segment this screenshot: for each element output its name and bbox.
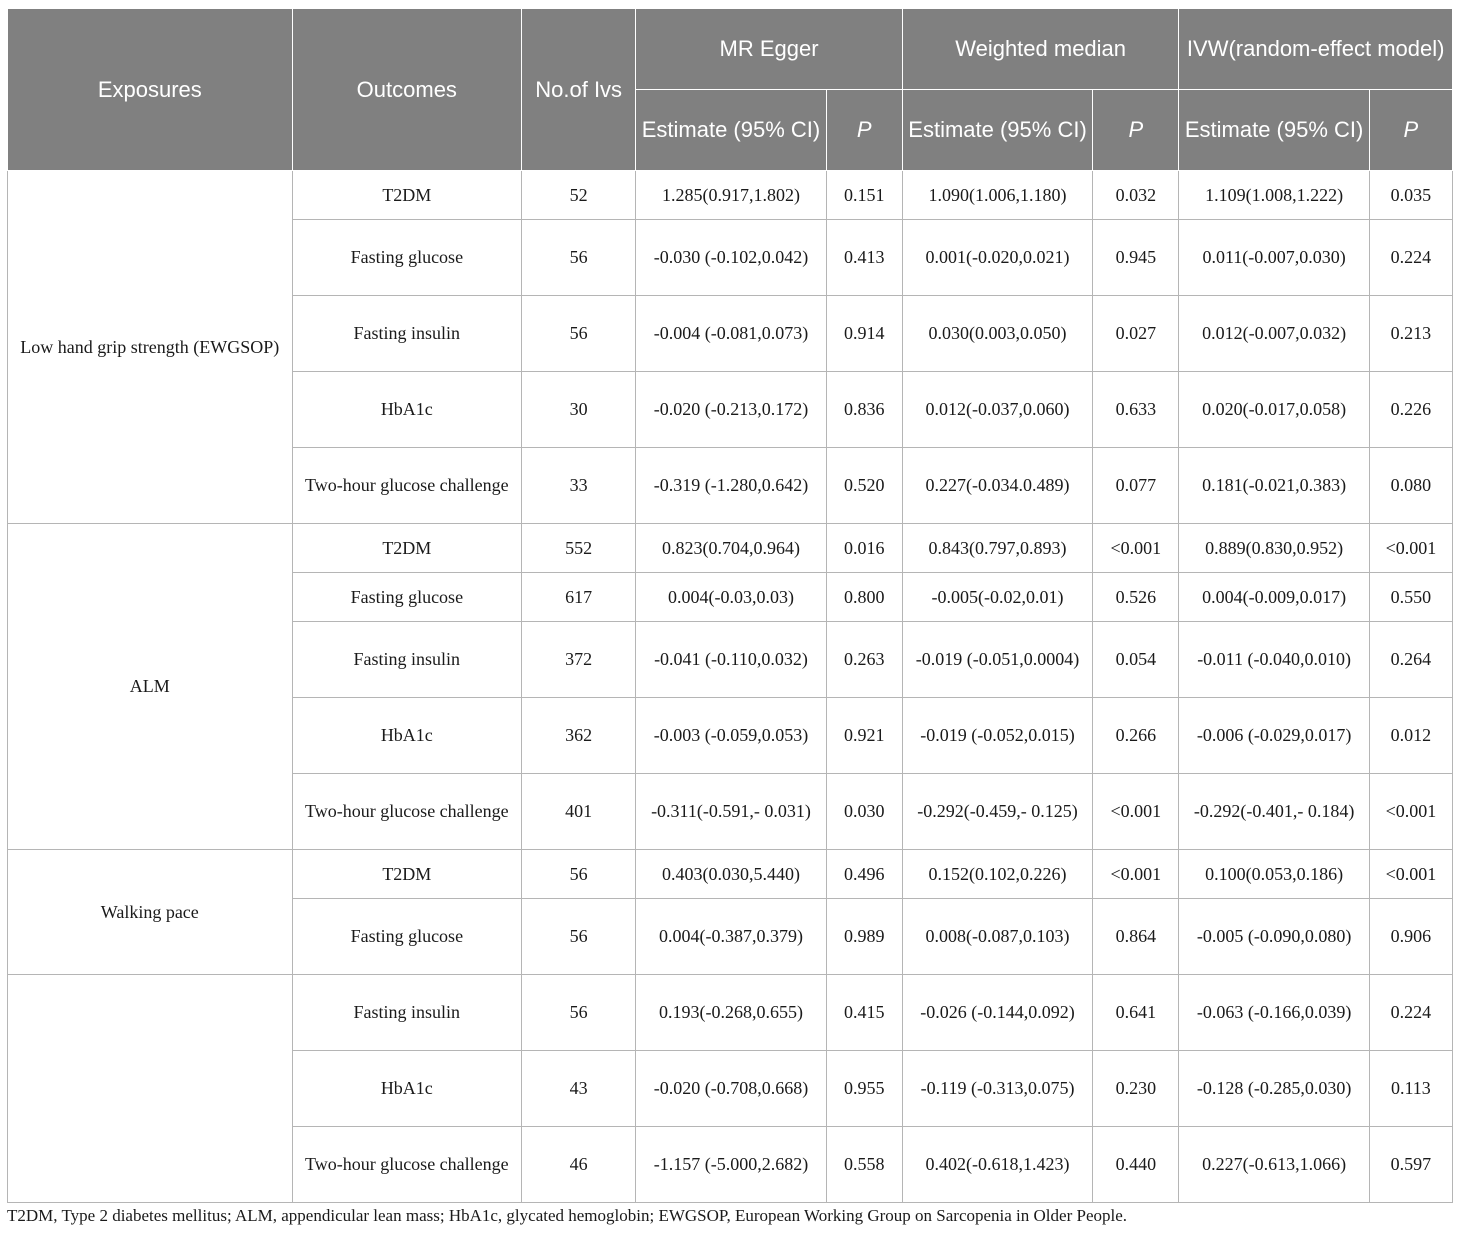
ivs-cell: 52 xyxy=(522,171,636,220)
ivw-estimate-cell: 0.100(0.053,0.186) xyxy=(1179,850,1369,899)
egger-estimate-cell: 0.193(-0.268,0.655) xyxy=(636,975,826,1051)
wm-p-cell: 0.945 xyxy=(1093,220,1179,296)
wm-p-cell: 0.266 xyxy=(1093,698,1179,774)
ivs-cell: 30 xyxy=(522,372,636,448)
outcome-cell: Two-hour glucose challenge xyxy=(292,1127,521,1203)
egger-estimate-cell: -0.030 (-0.102,0.042) xyxy=(636,220,826,296)
outcome-cell: Fasting glucose xyxy=(292,220,521,296)
ivw-estimate-cell: 0.011(-0.007,0.030) xyxy=(1179,220,1369,296)
wm-estimate-cell: 1.090(1.006,1.180) xyxy=(902,171,1092,220)
outcome-cell: Fasting glucose xyxy=(292,899,521,975)
ivw-p-cell: 0.213 xyxy=(1369,296,1452,372)
exposure-cell xyxy=(8,975,293,1203)
ivs-cell: 401 xyxy=(522,774,636,850)
ivw-p-cell: 0.080 xyxy=(1369,448,1452,524)
wm-estimate-cell: 0.030(0.003,0.050) xyxy=(902,296,1092,372)
outcome-cell: HbA1c xyxy=(292,698,521,774)
outcome-cell: Fasting insulin xyxy=(292,296,521,372)
ivw-estimate-cell: 0.889(0.830,0.952) xyxy=(1179,524,1369,573)
header-mr-egger: MR Egger xyxy=(636,9,903,90)
ivw-p-cell: <0.001 xyxy=(1369,850,1452,899)
wm-estimate-cell: -0.005(-0.02,0.01) xyxy=(902,573,1092,622)
ivs-cell: 33 xyxy=(522,448,636,524)
wm-p-cell: 0.077 xyxy=(1093,448,1179,524)
egger-p-cell: 0.016 xyxy=(826,524,902,573)
egger-estimate-cell: 0.403(0.030,5.440) xyxy=(636,850,826,899)
ivw-estimate-cell: 0.181(-0.021,0.383) xyxy=(1179,448,1369,524)
wm-estimate-cell: -0.019 (-0.052,0.015) xyxy=(902,698,1092,774)
wm-estimate-cell: 0.152(0.102,0.226) xyxy=(902,850,1092,899)
egger-p-cell: 0.989 xyxy=(826,899,902,975)
egger-estimate-cell: -0.020 (-0.708,0.668) xyxy=(636,1051,826,1127)
ivw-p-cell: 0.224 xyxy=(1369,975,1452,1051)
ivw-estimate-cell: -0.011 (-0.040,0.010) xyxy=(1179,622,1369,698)
wm-p-cell: <0.001 xyxy=(1093,774,1179,850)
wm-estimate-cell: 0.012(-0.037,0.060) xyxy=(902,372,1092,448)
ivw-estimate-cell: 0.004(-0.009,0.017) xyxy=(1179,573,1369,622)
ivs-cell: 56 xyxy=(522,850,636,899)
egger-estimate-cell: 0.004(-0.387,0.379) xyxy=(636,899,826,975)
wm-estimate-cell: -0.026 (-0.144,0.092) xyxy=(902,975,1092,1051)
wm-p-cell: 0.230 xyxy=(1093,1051,1179,1127)
outcome-cell: Two-hour glucose challenge xyxy=(292,774,521,850)
egger-estimate-cell: -0.003 (-0.059,0.053) xyxy=(636,698,826,774)
wm-p-cell: 0.641 xyxy=(1093,975,1179,1051)
header-exposures: Exposures xyxy=(8,9,293,171)
ivs-cell: 43 xyxy=(522,1051,636,1127)
ivw-p-cell: 0.597 xyxy=(1369,1127,1452,1203)
egger-p-cell: 0.413 xyxy=(826,220,902,296)
wm-p-cell: 0.633 xyxy=(1093,372,1179,448)
header-no-ivs: No.of Ivs xyxy=(522,9,636,171)
egger-estimate-cell: 1.285(0.917,1.802) xyxy=(636,171,826,220)
ivs-cell: 56 xyxy=(522,975,636,1051)
table-body xyxy=(8,171,1453,1203)
egger-p-cell: 0.914 xyxy=(826,296,902,372)
egger-p-cell: 0.836 xyxy=(826,372,902,448)
ivw-p-cell: 0.113 xyxy=(1369,1051,1452,1127)
exposure-cell: Low hand grip strength (EWGSOP) xyxy=(8,171,293,524)
wm-estimate-cell: 0.001(-0.020,0.021) xyxy=(902,220,1092,296)
ivw-p-cell: <0.001 xyxy=(1369,774,1452,850)
wm-estimate-cell: 0.008(-0.087,0.103) xyxy=(902,899,1092,975)
header-wm-estimate: Estimate (95% CI) xyxy=(902,90,1092,171)
wm-estimate-cell: 0.402(-0.618,1.423) xyxy=(902,1127,1092,1203)
ivw-estimate-cell: -0.006 (-0.029,0.017) xyxy=(1179,698,1369,774)
wm-estimate-cell: 0.227(-0.034.0.489) xyxy=(902,448,1092,524)
header-ivw: IVW(random-effect model) xyxy=(1179,9,1453,90)
wm-estimate-cell: -0.292(-0.459,- 0.125) xyxy=(902,774,1092,850)
ivs-cell: 617 xyxy=(522,573,636,622)
egger-p-cell: 0.263 xyxy=(826,622,902,698)
header-ivw-p: P xyxy=(1369,90,1452,171)
ivw-p-cell: 0.264 xyxy=(1369,622,1452,698)
table-row xyxy=(8,171,1453,220)
table-row xyxy=(8,850,1453,899)
ivw-estimate-cell: 0.020(-0.017,0.058) xyxy=(1179,372,1369,448)
wm-p-cell: 0.027 xyxy=(1093,296,1179,372)
ivs-cell: 56 xyxy=(522,899,636,975)
header-wm-p: P xyxy=(1093,90,1179,171)
outcome-cell: Fasting glucose xyxy=(292,573,521,622)
ivs-cell: 372 xyxy=(522,622,636,698)
ivw-p-cell: 0.224 xyxy=(1369,220,1452,296)
egger-p-cell: 0.921 xyxy=(826,698,902,774)
egger-p-cell: 0.520 xyxy=(826,448,902,524)
ivs-cell: 362 xyxy=(522,698,636,774)
table-footnote: T2DM, Type 2 diabetes mellitus; ALM, appendicular lean mass; HbA1c, glycated hemoglobin; EWGSOP, European Working Group on Sarcopenia in Older People. xyxy=(7,1206,1128,1225)
egger-p-cell: 0.800 xyxy=(826,573,902,622)
ivw-estimate-cell: -0.128 (-0.285,0.030) xyxy=(1179,1051,1369,1127)
ivw-estimate-cell: 1.109(1.008,1.222) xyxy=(1179,171,1369,220)
exposure-cell: ALM xyxy=(8,524,293,850)
ivw-p-cell: 0.226 xyxy=(1369,372,1452,448)
outcome-cell: HbA1c xyxy=(292,372,521,448)
ivw-p-cell: 0.012 xyxy=(1369,698,1452,774)
ivw-estimate-cell: 0.227(-0.613,1.066) xyxy=(1179,1127,1369,1203)
wm-p-cell: <0.001 xyxy=(1093,850,1179,899)
egger-estimate-cell: -0.020 (-0.213,0.172) xyxy=(636,372,826,448)
wm-p-cell: <0.001 xyxy=(1093,524,1179,573)
outcome-cell: Fasting insulin xyxy=(292,622,521,698)
egger-estimate-cell: 0.823(0.704,0.964) xyxy=(636,524,826,573)
egger-p-cell: 0.030 xyxy=(826,774,902,850)
results-table xyxy=(7,8,1453,1203)
ivs-cell: 46 xyxy=(522,1127,636,1203)
exposure-cell: Walking pace xyxy=(8,850,293,975)
wm-estimate-cell: -0.119 (-0.313,0.075) xyxy=(902,1051,1092,1127)
table-row xyxy=(8,975,1453,1051)
outcome-cell: T2DM xyxy=(292,524,521,573)
outcome-cell: Fasting insulin xyxy=(292,975,521,1051)
egger-p-cell: 0.955 xyxy=(826,1051,902,1127)
wm-p-cell: 0.440 xyxy=(1093,1127,1179,1203)
header-outcomes: Outcomes xyxy=(292,9,521,171)
egger-p-cell: 0.496 xyxy=(826,850,902,899)
wm-p-cell: 0.054 xyxy=(1093,622,1179,698)
header-ivw-estimate: Estimate (95% CI) xyxy=(1179,90,1369,171)
egger-estimate-cell: -0.004 (-0.081,0.073) xyxy=(636,296,826,372)
wm-p-cell: 0.032 xyxy=(1093,171,1179,220)
ivw-estimate-cell: -0.005 (-0.090,0.080) xyxy=(1179,899,1369,975)
egger-estimate-cell: -1.157 (-5.000,2.682) xyxy=(636,1127,826,1203)
egger-p-cell: 0.558 xyxy=(826,1127,902,1203)
outcome-cell: T2DM xyxy=(292,850,521,899)
egger-estimate-cell: -0.311(-0.591,- 0.031) xyxy=(636,774,826,850)
ivs-cell: 552 xyxy=(522,524,636,573)
ivw-p-cell: 0.035 xyxy=(1369,171,1452,220)
egger-estimate-cell: -0.319 (-1.280,0.642) xyxy=(636,448,826,524)
egger-estimate-cell: 0.004(-0.03,0.03) xyxy=(636,573,826,622)
outcome-cell: T2DM xyxy=(292,171,521,220)
outcome-cell: Two-hour glucose challenge xyxy=(292,448,521,524)
header-egger-p: P xyxy=(826,90,902,171)
ivw-estimate-cell: -0.292(-0.401,- 0.184) xyxy=(1179,774,1369,850)
outcome-cell: HbA1c xyxy=(292,1051,521,1127)
egger-p-cell: 0.415 xyxy=(826,975,902,1051)
ivs-cell: 56 xyxy=(522,296,636,372)
egger-p-cell: 0.151 xyxy=(826,171,902,220)
wm-estimate-cell: -0.019 (-0.051,0.0004) xyxy=(902,622,1092,698)
ivs-cell: 56 xyxy=(522,220,636,296)
wm-p-cell: 0.526 xyxy=(1093,573,1179,622)
header-weighted-median: Weighted median xyxy=(902,9,1179,90)
ivw-estimate-cell: 0.012(-0.007,0.032) xyxy=(1179,296,1369,372)
wm-estimate-cell: 0.843(0.797,0.893) xyxy=(902,524,1092,573)
wm-p-cell: 0.864 xyxy=(1093,899,1179,975)
ivw-p-cell: 0.906 xyxy=(1369,899,1452,975)
table-row xyxy=(8,524,1453,573)
egger-estimate-cell: -0.041 (-0.110,0.032) xyxy=(636,622,826,698)
ivw-p-cell: 0.550 xyxy=(1369,573,1452,622)
ivw-estimate-cell: -0.063 (-0.166,0.039) xyxy=(1179,975,1369,1051)
header-egger-estimate: Estimate (95% CI) xyxy=(636,90,826,171)
ivw-p-cell: <0.001 xyxy=(1369,524,1452,573)
